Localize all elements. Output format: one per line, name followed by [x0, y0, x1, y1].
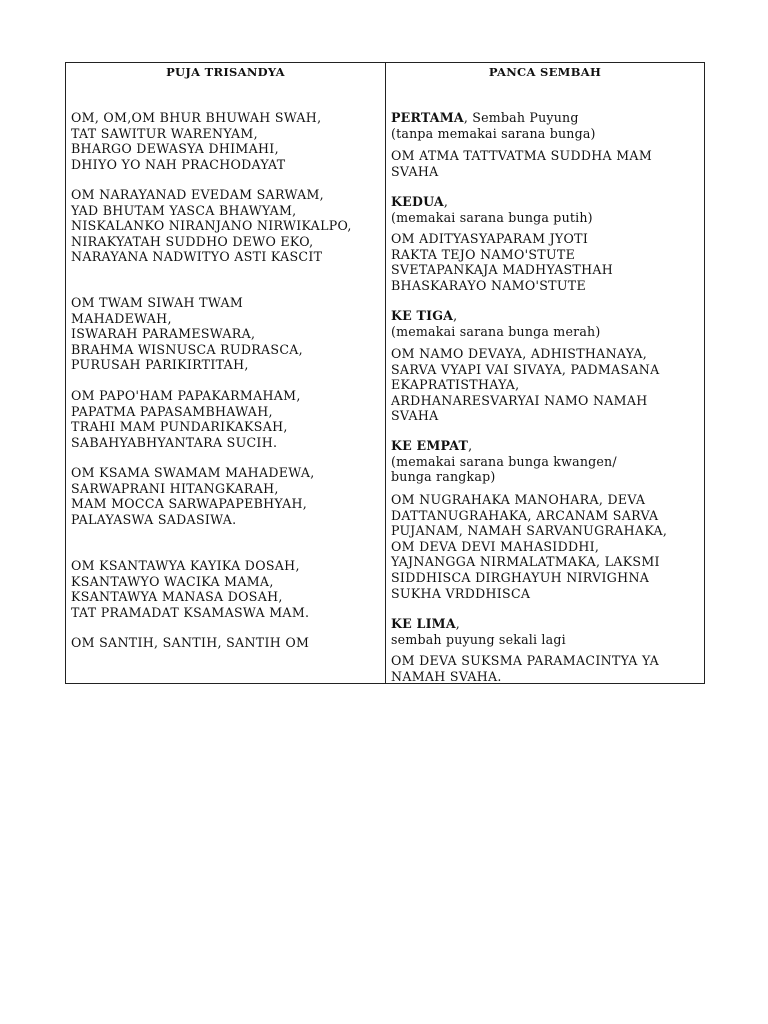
verse-line: OM SANTIH, SANTIH, SANTIH OM: [71, 635, 310, 650]
verse-line: PAPATMA PAPASAMBHAWAH,: [71, 403, 273, 419]
sembah-title-rest: ,: [455, 616, 461, 631]
mantra-line: PUJANAM, NAMAH SARVANUGRAHAKA,: [391, 523, 668, 539]
verse-line: OM, OM,OM BHUR BHUWAH SWAH,: [71, 110, 322, 125]
sembah-title: PERTAMA: [391, 110, 464, 125]
trisandya-verse-4: [71, 388, 383, 450]
verse-line: MAHADEWAH,: [71, 310, 172, 326]
mantra-line: EKAPRATISTHAYA,: [391, 377, 520, 393]
sembah-heading-ke-lima: [391, 616, 702, 647]
sembah-title-rest: ,: [468, 438, 473, 453]
sembah-mantra-kedua: [391, 231, 702, 293]
sembah-heading-pertama: [391, 110, 702, 141]
verse-line: KSANTAWYA MANASA DOSAH,: [71, 589, 283, 605]
mantra-line: OM DEVA DEVI MAHASIDDHI,: [391, 538, 600, 554]
verse-line: NISKALANKO NIRANJANO NIRWIKALPO,: [71, 218, 352, 234]
mantra-line: SVAHA: [391, 163, 439, 179]
verse-line: OM KSANTAWYA KAYIKA DOSAH,: [71, 558, 300, 573]
trisandya-verse-6: [71, 558, 383, 620]
sembah-description: (tanpa memakai sarana bunga): [391, 125, 596, 141]
sembah-mantra-ke-lima: [391, 653, 702, 684]
verse-line: OM NARAYANAD EVEDAM SARWAM,: [71, 187, 324, 202]
puja-trisandya-header: PUJA TRISANDYA: [166, 65, 285, 79]
verse-line: PALAYASWA SADASIWA.: [71, 511, 237, 527]
verse-line: ISWARAH PARAMESWARA,: [71, 326, 256, 342]
sembah-title: KE TIGA: [391, 308, 454, 323]
verse-line: DHIYO YO NAH PRACHODAYAT: [71, 156, 286, 172]
trisandya-verse-3: [71, 295, 383, 373]
sembah-title-rest: ,: [453, 308, 458, 323]
prayer-table: [65, 62, 705, 684]
mantra-line: SVETAPANKAJA MADHYASTHAH: [391, 262, 614, 278]
mantra-line: ARDHANARESVARYAI NAMO NAMAH: [391, 392, 648, 408]
sembah-description: (memakai sarana bunga kwangen/: [391, 453, 617, 469]
puja-trisandya-column: [66, 63, 386, 683]
verse-line: KSANTAWYO WACIKA MAMA,: [71, 573, 274, 589]
trisandya-verse-5: [71, 465, 383, 527]
mantra-line: SIDDHISCA DIRGHAYUH NIRVIGHNA: [391, 569, 650, 585]
trisandya-verse-1: [71, 110, 383, 172]
verse-line: SARWAPRANI HITANGKARAH,: [71, 480, 279, 496]
verse-line: BHARGO DEWASYA DHIMAHI,: [71, 141, 279, 157]
sembah-title: KEDUA: [391, 194, 444, 209]
sembah-title: KE LIMA: [391, 616, 456, 631]
sembah-title: KE EMPAT: [391, 438, 469, 453]
sembah-mantra-ke-empat: [391, 492, 702, 601]
mantra-line: SARVA VYAPI VAI SIVAYA, PADMASANA: [391, 361, 660, 377]
trisandya-verse-7: [71, 635, 383, 651]
sembah-title-rest: , Sembah Puyung: [463, 110, 579, 125]
mantra-line: OM NAMO DEVAYA, ADHISTHANAYA,: [391, 346, 648, 361]
mantra-line: OM ADITYASYAPARAM JYOTI: [391, 231, 589, 246]
verse-line: OM KSAMA SWAMAM MAHADEWA,: [71, 465, 315, 480]
mantra-line: OM ATMA TATTVATMA SUDDHA MAM: [391, 148, 653, 163]
mantra-line: DATTANUGRAHAKA, ARCANAM SARVA: [391, 507, 659, 523]
panca-sembah-column: [386, 63, 704, 683]
verse-line: NARAYANA NADWITYO ASTI KASCIT: [71, 249, 323, 265]
mantra-line: YAJNANGGA NIRMALATMAKA, LAKSMI: [391, 554, 660, 570]
verse-line: PURUSAH PARIKIRTITAH,: [71, 357, 249, 373]
sembah-description: (memakai sarana bunga putih): [391, 209, 593, 225]
mantra-line: BHASKARAYO NAMO'STUTE: [391, 277, 586, 293]
verse-line: TAT PRAMADAT KSAMASWA MAM.: [71, 604, 310, 620]
sembah-description: sembah puyung sekali lagi: [391, 631, 566, 647]
sembah-description: bunga rangkap): [391, 469, 496, 485]
panca-sembah-header: PANCA SEMBAH: [488, 65, 602, 79]
sembah-heading-ke-tiga: [391, 308, 702, 339]
verse-line: TAT SAWITUR WARENYAM,: [71, 125, 258, 141]
verse-line: SABAHYABHYANTARA SUCIH.: [71, 434, 278, 450]
mantra-line: RAKTA TEJO NAMO'STUTE: [391, 246, 576, 262]
verse-line: MAM MOCCA SARWAPAPEBHYAH,: [71, 496, 308, 512]
sembah-heading-ke-empat: [391, 438, 702, 485]
sembah-mantra-ke-tiga: [391, 346, 702, 424]
mantra-line: SUKHA VRDDHISCA: [391, 585, 531, 601]
mantra-line: NAMAH SVAHA.: [391, 668, 502, 684]
mantra-line: OM DEVA SUKSMA PARAMACINTYA YA: [391, 653, 659, 668]
sembah-description: (memakai sarana bunga merah): [391, 323, 601, 339]
verse-line: OM PAPO'HAM PAPAKARMAHAM,: [71, 388, 301, 403]
verse-line: OM TWAM SIWAH TWAM: [71, 295, 244, 310]
verse-line: YAD BHUTAM YASCA BHAWYAM,: [71, 202, 297, 218]
verse-line: BRAHMA WISNUSCA RUDRASCA,: [71, 341, 303, 357]
sembah-heading-kedua: [391, 194, 702, 225]
sembah-title-rest: ,: [443, 194, 449, 209]
mantra-line: SVAHA: [391, 408, 439, 424]
trisandya-verse-2: [71, 187, 383, 265]
sembah-mantra-pertama: [391, 148, 702, 179]
mantra-line: OM NUGRAHAKA MANOHARA, DEVA: [391, 492, 646, 507]
verse-line: NIRAKYATAH SUDDHO DEWO EKO,: [71, 233, 314, 249]
verse-line: TRAHI MAM PUNDARIKAKSAH,: [71, 419, 288, 435]
